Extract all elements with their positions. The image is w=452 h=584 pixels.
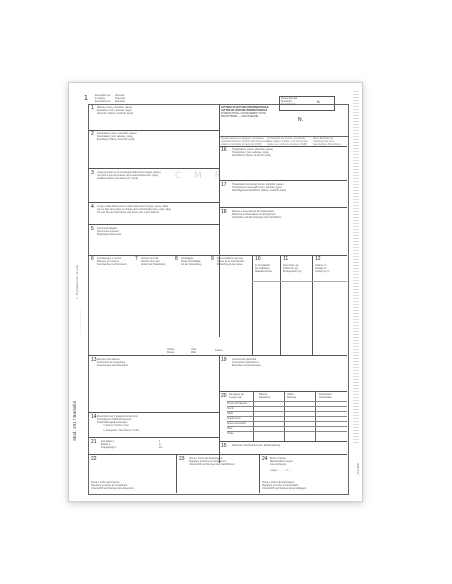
- title-line-3: INTERNATIONAL CONSIGNMENT NOTE: [221, 112, 266, 115]
- side-tiny-label: ·····························: [78, 309, 82, 335]
- cmr-watermark: C M R: [175, 171, 227, 181]
- copy-number: 1: [84, 95, 88, 102]
- box-7-number: 7: [135, 256, 138, 262]
- box-8-number: 8: [175, 256, 178, 262]
- side-form-label: Mod. 191 / Bartolini: [72, 401, 77, 441]
- box-20-number: 20: [221, 393, 227, 399]
- box-5-number: 5: [91, 226, 94, 232]
- box-12-number: 12: [315, 256, 321, 262]
- consignment-number-label-small: N.: [317, 100, 321, 104]
- side-copy-label: 1 - 15 (Cassetta 19 - 21 e 22): [76, 265, 79, 299]
- box-17-number: 17: [221, 182, 227, 188]
- box-15-number: 15: [221, 443, 227, 449]
- cmr-consignment-note: Mod. 191 / Bartolini 1 - 15 (Cassetta 19 - 21 e 22) ····························· CFA 4000 1 Esemplare per il mittente Exemplaire de Afzender Absender Exemplar LETTERA DI VETTURA INTERNAZIONALE LETTRE DE VOITURE INTERNATIONALE INTERNATIONAL CONSIGNMENT NOTE FRACHTBRIEF — FRAKTSEDDEL N. Nuova Azienda Spedizioni Internazionali N. Questo trasporto è soggetto, nonostante qualsiasi clausola contraria, alla Convenzione relativa al contratto di trasporto (CMR) Ce transport est soumis, nonobstant toute clause contraire, à la Convention relative au contrat de transport (CMR) Diese Beförderung unterliegt trotz einer gegenteiligen Abmachung C M R 1 Mittente (nome, domicilio, paese) Expéditeur (nom, adresse, pays) Absender (Name, Anschrift, Land) 2 Destinatario (nome, domicilio, paese) Destinataire (nom, adresse, pays) Empfänger (Name, Anschrift, Land) 3 Luogo previsto per la riconsegna della merce (luogo, paese) Lieu prévu pour la livraison de la marchandise (lieu, pays) Auslieferungsort des Gutes (Ort, Land) 4 Luogo e data della presa in carico della merce (luogo, paese, data) Lieu et date de la prise en charge de la marchandise (lieu, pays, date) Ort und Tag der Übernahme des Gutes (Ort, Land, Datum) 5 Documenti allegati Documents annexés Beigefügte Dokumente 16 Trasportatore (nome, domicilio, paese) Transporteur (nom, adresse, pays) Frachtführer (Name, Anschrift, Land) 17 Trasportatori successivi (nome, domicilio, paese) Transporteurs successifs (nom, adresse, pays) Nachfolgende Frachtführer (Name, Anschrift, Land) 18 Riserve e osservazioni del trasportatore Réserves et observations du transporteur Vorbehalte und Bemerkungen der Frachtführer 6 Contrassegni e numeri Marques et numéros Kennzeichen und Nummern 7 Numero dei colli Nombre des colis Anzahl der Packstücke 8 Imballaggio Mode d'emballage Art der Verpackung 9 Denominazione corrente Nature de la marchandise Bezeichnung des Gutes 10 N. di statistica No statistique Statistiknummer 11 Peso lordo, kg Poids brut, kg Bruttogewicht, kg 12 Volume m³ Cubage m³ Umfang in m³ Classe Klasse Cifra Ziffer Lettera 13 Istruzioni del mittente Instructions de l'expéditeur Anweisungen des Absenders 19 Convenzioni particolari Conventions particulières Besondere Vereinbarungen 20 Da pagare da: À payer par: Mittente Expéditeur Valuta Monnaie Destinatario Destinataire Prezzo di trasporto Sconti Saldo Supplementi Spese accessorie Varie Totale 14 Prescrizioni per il pagamento del porto Prescriptions d'affranchissement Frachtzahlungsanweisungen ☐ Franco / Franco / Frei ☐ Assegnato / Non franco / Unfrei 21 Compilata a Établie à Ausgefertigt in il le am 15 Rimborso / Remboursement / Rückerstattung 22 Firma e timbro del mittente Signature et timbre de l'expéditeur Unterschrift und Stempel des Absenders 23 Firma e timbro del trasportatore Signature et timbre du transporteur Unterschrift und Stempel des Frachtführers 24 Merce ricevuta Marchandises reçues Gut empfangen Luogo ............. il ....... Firma e timbro del destinatario Signature et timbre du destinataire Unterschrift und Stempel des Empfängers: [68, 82, 363, 502]
- box-18-number: 18: [221, 209, 227, 215]
- box-13-number: 13: [91, 357, 97, 363]
- box-24-number: 24: [262, 456, 268, 462]
- title-line-4: FRACHTBRIEF — FRAKTSEDDEL: [221, 115, 259, 118]
- box-14-number: 14: [91, 414, 97, 420]
- box-23-number: 23: [179, 456, 185, 462]
- box-6-number: 6: [91, 256, 94, 262]
- box-10-number: 10: [255, 256, 261, 262]
- box-4-number: 4: [91, 204, 94, 210]
- edition-code: CFA 4000: [357, 463, 360, 475]
- box-21-number: 21: [91, 439, 97, 445]
- title-line-1: LETTERA DI VETTURA INTERNAZIONALE: [221, 106, 269, 109]
- box-1-number: 1: [91, 105, 94, 111]
- right-margin-text: [353, 91, 359, 443]
- box-11-number: 11: [283, 256, 289, 262]
- box-2-number: 2: [91, 131, 94, 137]
- box-19-number: 19: [221, 357, 227, 363]
- box-9-number: 9: [211, 256, 214, 262]
- title-line-2: LETTRE DE VOITURE INTERNATIONALE: [221, 109, 268, 112]
- consignment-number-label: N.: [298, 117, 303, 123]
- box-3-number: 3: [91, 170, 94, 176]
- box-22-number: 22: [91, 456, 97, 462]
- box-16-number: 16: [221, 147, 227, 153]
